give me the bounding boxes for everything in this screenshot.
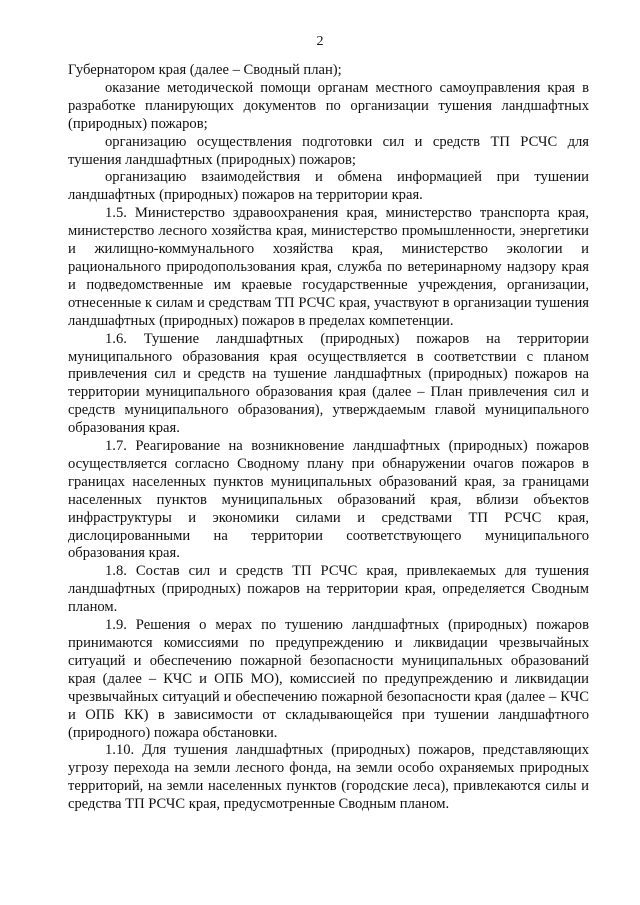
paragraph-1-9: 1.9. Решения о мерах по тушению ландшафтных (природных) пожаров принимаются комиссиями по предупреждению и ликвидации чрезвычайных ситуаций и обеспечению пожарной безопасности муниципальных образований края (далее – КЧС и ОПБ МО), комиссией по предупреждению и ликвидации чрезвычайных ситуаций и обеспечению пожарной безопасности края (далее – КЧС и ОПБ КК) в зависимости от складывающейся при тушении ландшафтного (природного) пожара обстановки. [68, 617, 589, 741]
paragraph-continuation: Губернатором края (далее – Сводный план); [68, 62, 342, 78]
paragraph-1-5: 1.5. Министерство здравоохранения края, министерство транспорта края, министерство лесного хозяйства края, министерство промышленности, энергетики и жилищно-коммунального хозяйства края, министерство экологии и рационального природопользования края, служба по ветеринарному надзору края и подведомственные им краевые государственные учреждения, организации, отнесенные к силам и средствам ТП РСЧС края, участвуют в организации тушения ландшафтных (природных) пожаров в пределах компетенции. [68, 205, 589, 329]
paragraph-training-organization: организацию осуществления подготовки сил и средств ТП РСЧС для тушения ландшафтных (природных) пожаров; [68, 133, 589, 168]
paragraph-1-8: 1.8. Состав сил и средств ТП РСЧС края, привлекаемых для тушения ландшафтных (природных) пожаров на территории края, определяется Сводным планом. [68, 563, 589, 616]
paragraph-methodical-assistance: оказание методической помощи органам местного самоуправления края в разработке планирующих документов по организации тушения ландшафтных (природных) пожаров; [68, 79, 589, 132]
document-body [68, 62, 589, 814]
paragraph-interaction-organization: организацию взаимодействия и обмена информацией при тушении ландшафтных (природных) пожаров на территории края. [68, 169, 589, 204]
paragraph-1-6: 1.6. Тушение ландшафтных (природных) пожаров на территории муниципального образования края осуществляется в соответствии с планом привлечения сил и средств на тушение ландшафтных (природных) пожаров на территории муниципального образования края (далее – План привлечения сил и средств муниципального образования), утверждаемым главой муниципального образования края. [68, 330, 589, 437]
page-number: 2 [316, 34, 324, 49]
paragraph-1-10: 1.10. Для тушения ландшафтных (природных) пожаров, представляющих угрозу перехода на земли лесного фонда, на земли особо охраняемых природных территорий, на земли населенных пунктов (городские леса), привлекаются силы и средства ТП РСЧС края, предусмотренные Сводным планом. [68, 742, 589, 813]
paragraph-1-7: 1.7. Реагирование на возникновение ландшафтных (природных) пожаров осуществляется согласно Сводному плану при обнаружении очагов пожаров в границах населенных пунктов муниципальных образований края, за границами населенных пунктов муниципальных образований края, вблизи объектов инфраструктуры и экономики силами и средствами ТП РСЧС края, дислоцированными на территории соответствующего муниципального образования края. [68, 438, 589, 562]
